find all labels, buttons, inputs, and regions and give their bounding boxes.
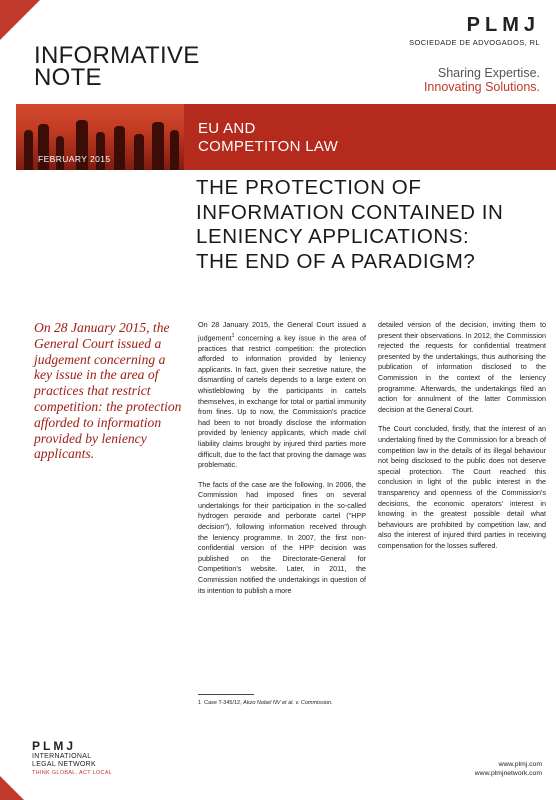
tagline-line1: Sharing Expertise. bbox=[437, 66, 540, 80]
footnote bbox=[198, 700, 333, 706]
corner-accent-top bbox=[0, 0, 40, 40]
doc-title-line1: INFORMATIVE bbox=[34, 42, 200, 69]
body-paragraph: The Court concluded, firstly, that the interest of an undertaking fined by the Commission for a breach of competition law in the details of its illegal behaviour not being disclosed to the public does not deserve special protection. The Court reached this conclusion in light of the public interest in the transparency and openness of the Commission's decisions, the economic operators' interest in knowing in the greatest possible detail what behaviours are prohibited by competition law, and also the interest of injured third parties in receiving compensation for the losses suffered. bbox=[378, 424, 546, 550]
doc-title-line2: NOTE bbox=[34, 64, 102, 91]
body-paragraph bbox=[198, 320, 366, 471]
banner-photo bbox=[16, 104, 184, 170]
footer-motto: THINK GLOBAL, ACT LOCAL bbox=[32, 770, 113, 776]
footer-brand-name: PLMJ bbox=[32, 739, 77, 753]
footnote-case-title: Akzo Nobel NV et al. v. Commission. bbox=[243, 700, 333, 706]
footer-links bbox=[475, 760, 542, 778]
pull-quote: On 28 January 2015, the General Court issued a judgement concerning a key issue in the area of practices that restrict competition: the protection afforded to information provided by leniency applicants. bbox=[34, 320, 182, 462]
headline-line2: INFORMATION CONTAINED IN bbox=[196, 200, 504, 224]
paragraph-text: On 28 January 2015, the General Court issued a judgement bbox=[198, 320, 366, 342]
headline-line1: THE PROTECTION OF bbox=[196, 176, 422, 199]
footer-url-network[interactable]: www.plmjnetwork.com bbox=[474, 770, 542, 777]
article-headline bbox=[196, 176, 546, 274]
banner-date: FEBRUARY 2015 bbox=[38, 154, 111, 164]
footer-url-main[interactable]: www.plmj.com bbox=[498, 761, 542, 768]
headline-line4: THE END OF A PARADIGM? bbox=[196, 249, 476, 273]
brand-logo bbox=[409, 14, 540, 47]
brand-tagline bbox=[424, 66, 540, 94]
corner-accent-bottom bbox=[0, 776, 24, 800]
footnote-case-ref: Case T-345/12, bbox=[204, 700, 244, 706]
footer-network-logo bbox=[32, 739, 112, 776]
body-paragraph: detailed version of the decision, inviting them to present their observations. In 2012, the Commission rejected the requests for confidential treatment presented by the undertakings, thus authorising the publication of information disclosed to the Commission in the context of the leniency programme. Afterwards, the undertakings filed an action for annulment of the latter Commission decision at the General Court. bbox=[378, 320, 546, 414]
body-column-2 bbox=[378, 320, 546, 560]
practice-area-line2: COMPETITON LAW bbox=[198, 138, 339, 155]
practice-area bbox=[198, 120, 338, 156]
footer-network-line2: LEGAL NETWORK bbox=[32, 761, 96, 768]
brand-subtitle: SOCIEDADE DE ADVOGADOS, RL bbox=[409, 38, 540, 47]
body-column-1 bbox=[198, 320, 366, 605]
body-paragraph: The facts of the case are the following. In 2006, the Commission had imposed fines on several undertakings for their participation in the so-called hydrogen peroxide and perborate cartel ("HPP decision"), following information received through the leniency programme. In 2007, the first non-confidential version of the HPP decision was published on the Directorate-General for Competition's website. Later, in 2011, the Commission notified the undertakings in question of its intention to publish a more bbox=[198, 479, 366, 595]
practice-banner bbox=[16, 104, 556, 170]
practice-area-line1: EU AND bbox=[198, 120, 256, 137]
brand-name: PLMJ bbox=[466, 14, 540, 36]
footer-network-line1: INTERNATIONAL bbox=[32, 753, 92, 760]
footnote-marker: 1 bbox=[231, 332, 235, 339]
tagline-line2: Innovating Solutions. bbox=[423, 80, 540, 94]
footnote-divider bbox=[198, 694, 254, 695]
footnote-number: 1 bbox=[198, 700, 202, 706]
paragraph-text: concerning a key issue in the area of practices that restrict competition: the protection afforded to information provided by leniency applicants. In fact, given their secretive nature, the dismantling of cartels depends to a large extent on whistleblowing by the participants in cartels themselves, in exchange for total or partial immunity from fines. Up to now, the Commission's practice had been to not broadly disclose the information provided by leniency applicants, which made civil liability claims brought by injured third parties more difficult, due to the fact that proving the damage was problematic. bbox=[198, 332, 366, 470]
headline-line3: LENIENCY APPLICATIONS: bbox=[196, 225, 470, 248]
